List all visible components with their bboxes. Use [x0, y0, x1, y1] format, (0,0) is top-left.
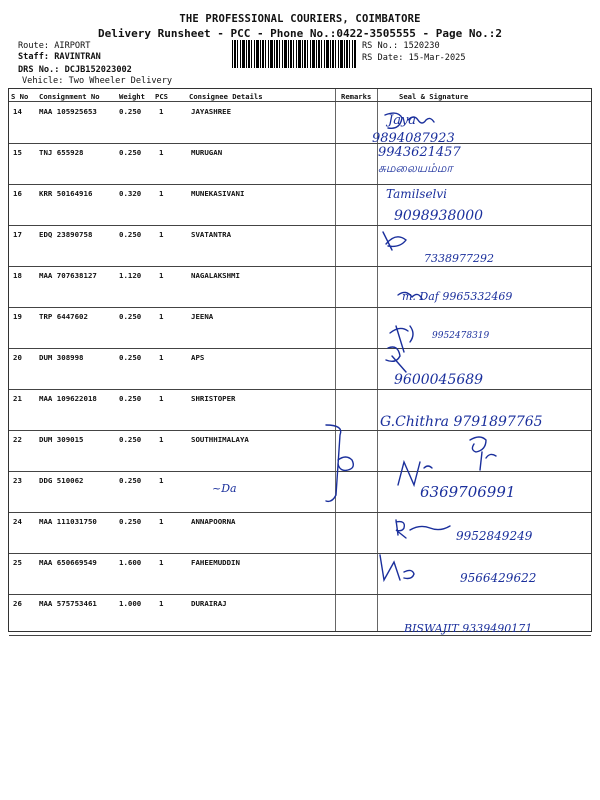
staff-line: Staff: RAVINTRAN: [18, 52, 101, 62]
cell-pcs: 1: [159, 107, 164, 116]
signature-stroke-19: [390, 326, 413, 352]
cell-consignment: DUM 308998: [39, 353, 84, 362]
cell-sno: 19: [13, 312, 22, 321]
signature-18-note: m. Daf 9965332469: [402, 290, 513, 303]
cell-pcs: 1: [159, 353, 164, 362]
cell-consignee: FAHEEMUDDIN: [191, 558, 240, 567]
cell-consignee: DURAIRAJ: [191, 599, 227, 608]
signature-15-phone: 9943621457: [378, 145, 461, 160]
cell-weight: 0.250: [119, 107, 142, 116]
signature-15-name: சுமலையம்மா: [378, 161, 453, 175]
cell-consignee: ANNAPOORNA: [191, 517, 236, 526]
signature-24-phone: 9952849249: [456, 529, 533, 543]
rs-date-value: 15-Mar-2025: [408, 53, 466, 63]
col-consignment-header: Consignment No: [39, 92, 100, 101]
signature-stroke-24: [396, 520, 450, 538]
company-title: THE PROFESSIONAL COURIERS, COIMBATORE: [179, 13, 421, 25]
signature-16-phone: 9098938000: [394, 208, 484, 224]
cell-sno: 21: [13, 394, 22, 403]
cell-pcs: 1: [159, 394, 164, 403]
cell-pcs: 1: [159, 148, 164, 157]
cell-pcs: 1: [159, 312, 164, 321]
cell-consignment: DUM 309015: [39, 435, 84, 444]
cell-consignment: MAA 109622018: [39, 394, 97, 403]
cell-sno: 14: [13, 107, 22, 116]
cell-consignment: TRP 6447602: [39, 312, 88, 321]
cell-weight: 0.250: [119, 230, 142, 239]
route-line: Route: AIRPORT: [18, 41, 91, 51]
signature-17-phone: 7338977292: [424, 252, 494, 265]
cell-weight: 1.120: [119, 271, 142, 280]
cell-pcs: 1: [159, 558, 164, 567]
signature-23-phone: 6369706991: [420, 483, 516, 501]
cell-weight: 1.600: [119, 558, 142, 567]
cell-consignee: APS: [191, 353, 205, 362]
cell-pcs: 1: [159, 517, 164, 526]
staff-value: RAVINTRAN: [54, 52, 101, 62]
cell-sno: 26: [13, 599, 22, 608]
vehicle-line: Vehicle: Two Wheeler Delivery: [22, 76, 173, 86]
drs-line: DRS No.: DCJB152023002: [18, 65, 132, 75]
cell-pcs: 1: [159, 189, 164, 198]
cell-pcs: 1: [159, 271, 164, 280]
signature-19-phone: 9952478319: [432, 331, 490, 341]
cell-sno: 20: [13, 353, 22, 362]
cell-weight: 0.250: [119, 312, 142, 321]
drs-value: DCJB152023002: [64, 65, 132, 75]
rs-no-line: RS No.: 1520230: [362, 41, 440, 51]
signature-26-note: BISWAJIT 9339490171: [404, 622, 533, 635]
route-value: AIRPORT: [54, 41, 91, 51]
signature-stroke-22: [470, 437, 496, 470]
cell-consignment: MAA 707638127: [39, 271, 97, 280]
cell-sno: 22: [13, 435, 22, 444]
signature-14-name: Jaya: [388, 113, 417, 128]
cell-consignee: NAGALAKSHMI: [191, 271, 240, 280]
cell-consignment: MAA 575753461: [39, 599, 97, 608]
cell-weight: 0.320: [119, 189, 142, 198]
vehicle-value: Two Wheeler Delivery: [68, 76, 173, 86]
cell-pcs: 1: [159, 599, 164, 608]
cell-weight: 0.250: [119, 148, 142, 157]
cell-consignee: SVATANTRA: [191, 230, 232, 239]
cell-consignment: KRR 50164916: [39, 189, 93, 198]
runsheet-subtitle: Delivery Runsheet - PCC - Phone No.:0422-3505555 - Page No.:2: [98, 27, 502, 40]
cell-weight: 0.250: [119, 517, 142, 526]
cell-consignee: SHRISTOPER: [191, 394, 236, 403]
signature-stroke-23: [398, 462, 432, 485]
cell-consignee: JEENA: [191, 312, 214, 321]
cell-consignment: MAA 650669549: [39, 558, 97, 567]
cell-weight: 0.250: [119, 476, 142, 485]
cell-weight: 0.250: [119, 353, 142, 362]
cell-consignee: SOUTHHIMALAYA: [191, 435, 249, 444]
cell-consignee: JAYASHREE: [191, 107, 232, 116]
cell-sno: 24: [13, 517, 22, 526]
cell-consignee: MURUGAN: [191, 148, 223, 157]
signature-stroke-25: [380, 555, 414, 580]
signature-stroke-22-bracket: [326, 425, 341, 501]
cell-consignee: MUNEKASIVANI: [191, 189, 245, 198]
rs-no-value: 1520230: [403, 41, 440, 51]
cell-weight: 1.000: [119, 599, 142, 608]
cell-sno: 16: [13, 189, 22, 198]
cell-consignment: MAA 105925653: [39, 107, 97, 116]
signature-25-phone: 9566429622: [460, 571, 537, 585]
cell-consignment: EDQ 23890758: [39, 230, 93, 239]
cell-pcs: 1: [159, 435, 164, 444]
remarks-mark-22: [338, 457, 353, 470]
signature-20-phone: 9600045689: [394, 372, 484, 388]
cell-weight: 0.250: [119, 394, 142, 403]
cell-sno: 17: [13, 230, 22, 239]
cell-weight: 0.250: [119, 435, 142, 444]
cell-pcs: 1: [159, 230, 164, 239]
cell-sno: 18: [13, 271, 22, 280]
col-pcs-header: PCS: [155, 92, 168, 101]
signature-21-note: G.Chithra 9791897765: [380, 414, 543, 430]
cell-consignment: MAA 111031750: [39, 517, 97, 526]
signature-stroke-17: [383, 232, 406, 250]
signature-14-phone: 9894087923: [372, 131, 455, 146]
col-weight-header: Weight: [119, 92, 145, 101]
col-remarks-header: Remarks: [341, 92, 372, 101]
cell-sno: 25: [13, 558, 22, 567]
rs-date-line: RS Date: 15-Mar-2025: [362, 53, 466, 63]
cell-sno: 23: [13, 476, 22, 485]
cell-sno: 15: [13, 148, 22, 157]
remarks-mark-23: ~Da: [212, 482, 237, 495]
signature-16-name: Tamilselvi: [386, 187, 447, 201]
col-sno-header: S No: [11, 92, 29, 101]
col-signature-header: Seal & Signature: [399, 92, 469, 101]
col-consignee-header: Consignee Details: [189, 92, 263, 101]
cell-pcs: 1: [159, 476, 164, 485]
cell-consignment: TNJ 655928: [39, 148, 84, 157]
cell-consignment: DDG 510062: [39, 476, 84, 485]
